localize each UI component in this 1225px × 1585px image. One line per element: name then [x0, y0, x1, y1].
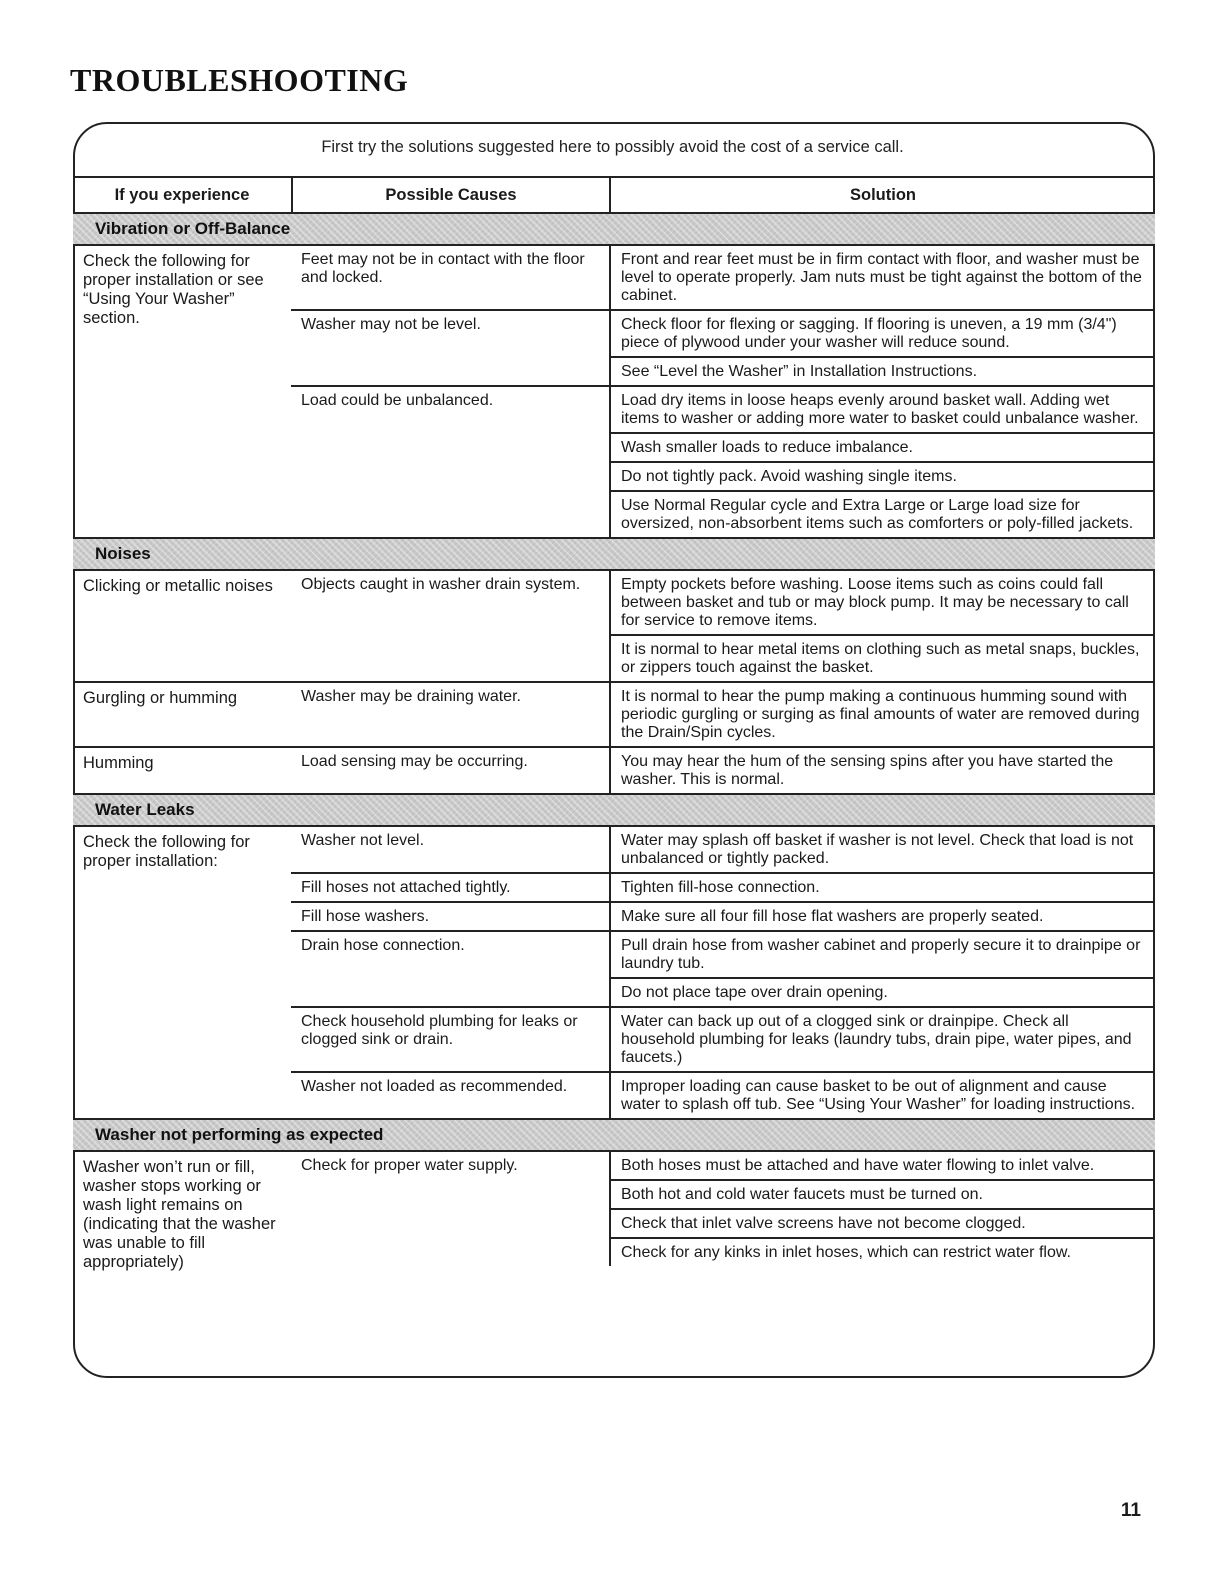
cause-text: Load sensing may be occurring. [301, 753, 528, 770]
experience-group [73, 246, 1155, 537]
experience-group [73, 1152, 1155, 1276]
table-row [291, 827, 1155, 872]
solution-list [609, 387, 1155, 537]
solution-list [609, 571, 1155, 681]
experience-group [73, 571, 1155, 681]
solution-text: Do not tightly pack. Avoid washing single items. [611, 461, 1155, 490]
solution-text: See “Level the Washer” in Installation Instructions. [611, 356, 1155, 385]
table-row [291, 748, 1155, 793]
experience-text: Check the following for proper installation: [83, 833, 250, 870]
solution-text: Water can back up out of a clogged sink or drainpipe. Check all household plumbing for leaks (laundry tubs, drain pipe, water pipes, and faucets.) [621, 1013, 1132, 1066]
solution-list [609, 311, 1155, 385]
solution-list [609, 874, 1155, 901]
cause-list [291, 748, 1155, 793]
cause-text: Objects caught in washer drain system. [301, 576, 581, 593]
solution-text: Check for any kinks in inlet hoses, which can restrict water flow. [611, 1237, 1155, 1266]
cause-text: Washer may not be level. [301, 316, 481, 333]
cause-list [291, 246, 1155, 537]
table-row [291, 571, 1155, 681]
experience-text: Humming [83, 754, 154, 772]
experience-text: Clicking or metallic noises [83, 577, 273, 595]
solution-text: Check floor for flexing or sagging. If flooring is uneven, a 19 mm (3/4") piece of plywood under your washer will reduce sound. [621, 316, 1117, 351]
solution-list [609, 903, 1155, 930]
solution-text: Make sure all four fill hose flat washers are properly seated. [621, 908, 1044, 925]
table-row [291, 1152, 1155, 1266]
cause-text: Drain hose connection. [301, 937, 465, 954]
cause-list [291, 827, 1155, 1118]
solution-text: Front and rear feet must be in firm contact with floor, and washer must be level to operate properly. Jam nuts must be tight against the bottom of the cabinet. [621, 251, 1142, 304]
solution-text: Both hoses must be attached and have water flowing to inlet valve. [621, 1157, 1095, 1174]
solution-text: Wash smaller loads to reduce imbalance. [611, 432, 1155, 461]
solution-text: Use Normal Regular cycle and Extra Large or Large load size for oversized, non-absorbent items such as comforters or poly-filled jackets. [611, 490, 1155, 537]
table-row [291, 1006, 1155, 1071]
solution-list [609, 683, 1155, 746]
cause-text: Washer not loaded as recommended. [301, 1078, 568, 1095]
solution-text: Load dry items in loose heaps evenly around basket wall. Adding wet items to washer or adding more water to basket could unbalance washer. [621, 392, 1139, 427]
cause-list [291, 571, 1155, 681]
solution-text: Check that inlet valve screens have not become clogged. [611, 1208, 1155, 1237]
experience-text: Check the following for proper installation or see “Using Your Washer” section. [83, 252, 264, 327]
solution-text: Water may splash off basket if washer is not level. Check that load is not unbalanced or tightly packed. [621, 832, 1134, 867]
table-row [291, 901, 1155, 930]
page-title: TROUBLESHOOTING [70, 62, 409, 98]
solution-list [609, 748, 1155, 793]
table-row [291, 683, 1155, 746]
table-row [291, 1071, 1155, 1118]
table-row [291, 385, 1155, 537]
solution-text: Improper loading can cause basket to be out of alignment and cause water to splash off tub. See “Using Your Washer” for loading instructions. [621, 1078, 1136, 1113]
solution-text: It is normal to hear the pump making a continuous humming sound with periodic gurgling or surging as final amounts of water are removed during the Drain/Spin cycles. [621, 688, 1140, 741]
experience-group [73, 827, 1155, 1118]
cause-text: Fill hose washers. [301, 908, 430, 925]
cause-text: Feet may not be in contact with the floor and locked. [301, 251, 585, 286]
solution-list [609, 932, 1155, 1006]
solution-list [609, 1073, 1155, 1118]
cause-text: Washer may be draining water. [301, 688, 521, 705]
cause-text: Check household plumbing for leaks or clogged sink or drain. [301, 1013, 578, 1048]
solution-text: You may hear the hum of the sensing spins after you have started the washer. This is normal. [621, 753, 1114, 788]
solution-text: Both hot and cold water faucets must be turned on. [611, 1179, 1155, 1208]
experience-text: Washer won’t run or fill, washer stops working or wash light remains on (indicating that the washer was unable to fill appropriately) [83, 1158, 276, 1271]
cause-list [291, 1152, 1155, 1276]
intro-text: First try the solutions suggested here to possibly avoid the cost of a service call. [321, 138, 904, 156]
solution-list [609, 1008, 1155, 1071]
header-experience: If you experience [114, 185, 250, 204]
experience-group [73, 746, 1155, 793]
cause-text: Washer not level. [301, 832, 425, 849]
table-row [291, 872, 1155, 901]
solution-text: Do not place tape over drain opening. [611, 977, 1155, 1006]
experience-text: Gurgling or humming [83, 689, 238, 707]
section-header: Water Leaks [73, 793, 1155, 827]
section-header: Vibration or Off-Balance [73, 212, 1155, 246]
cause-text: Check for proper water supply. [301, 1157, 518, 1174]
table-row [291, 246, 1155, 309]
solution-text: Tighten fill-hose connection. [621, 879, 820, 896]
table-row [291, 309, 1155, 385]
header-causes: Possible Causes [291, 178, 609, 212]
experience-group [73, 681, 1155, 746]
header-solution: Solution [609, 178, 1155, 212]
cause-list [291, 683, 1155, 746]
solution-text: Empty pockets before washing. Loose items such as coins could fall between basket and tub or may block pump. It may be necessary to call for service to remove items. [621, 576, 1129, 629]
section-header: Washer not performing as expected [73, 1118, 1155, 1152]
solution-list [609, 246, 1155, 309]
cause-text: Fill hoses not attached tightly. [301, 879, 511, 896]
page-number: 11 [1120, 1500, 1141, 1521]
table-row [291, 930, 1155, 1006]
table-header [73, 176, 1155, 212]
troubleshooting-table [73, 176, 1155, 1276]
solution-text: It is normal to hear metal items on clothing such as metal snaps, buckles, or zippers touch against the basket. [611, 634, 1155, 681]
solution-text: Pull drain hose from washer cabinet and properly secure it to drainpipe or laundry tub. [621, 937, 1141, 972]
cause-text: Load could be unbalanced. [301, 392, 494, 409]
solution-list [609, 827, 1155, 872]
section-header: Noises [73, 537, 1155, 571]
solution-list [609, 1152, 1155, 1266]
